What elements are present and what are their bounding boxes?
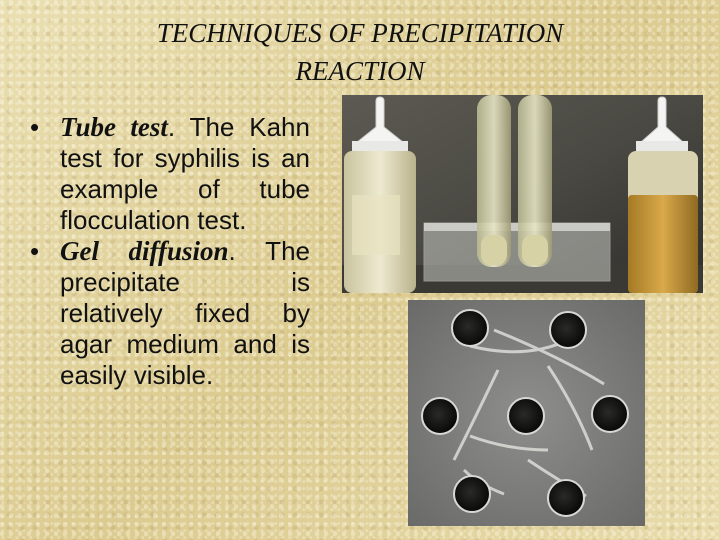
gel-plate-illustration [408, 300, 645, 526]
bullet-term: Tube test [60, 112, 168, 142]
well-center [508, 398, 544, 434]
bullet-list [30, 112, 310, 391]
bullet-text: The precipitate is relatively fixed by agar medium and is easily visible. [60, 236, 310, 390]
test-tube-right [518, 95, 552, 267]
well-middle-right [592, 396, 628, 432]
bullet-term-suffix: . [228, 236, 236, 266]
slide-title [0, 14, 720, 90]
test-tube-rack [424, 223, 610, 281]
test-tube-left [477, 95, 511, 267]
test-tubes-illustration [342, 95, 703, 293]
well-top-left [452, 310, 488, 346]
well-bottom-right [548, 480, 584, 516]
bullet-term-suffix: . [167, 112, 176, 142]
title-line-1: TECHNIQUES OF PRECIPITATION [156, 18, 564, 48]
bullet-term: Gel diffusion [60, 236, 229, 266]
bullet-dot-icon: • [30, 112, 40, 142]
well-bottom-left [454, 476, 490, 512]
gel-diffusion-photo [408, 300, 645, 526]
title-line-2: REACTION [295, 56, 425, 86]
test-tubes-photo [342, 95, 703, 293]
well-top-right [550, 312, 586, 348]
bullet-dot-icon: • [30, 236, 40, 266]
bullet-text: The Kahn test for syphilis is an example of tube flocculation test. [60, 112, 310, 235]
bullet-item-gel-diffusion [30, 236, 310, 391]
well-middle-left [422, 398, 458, 434]
bullet-item-tube-test [30, 112, 310, 236]
